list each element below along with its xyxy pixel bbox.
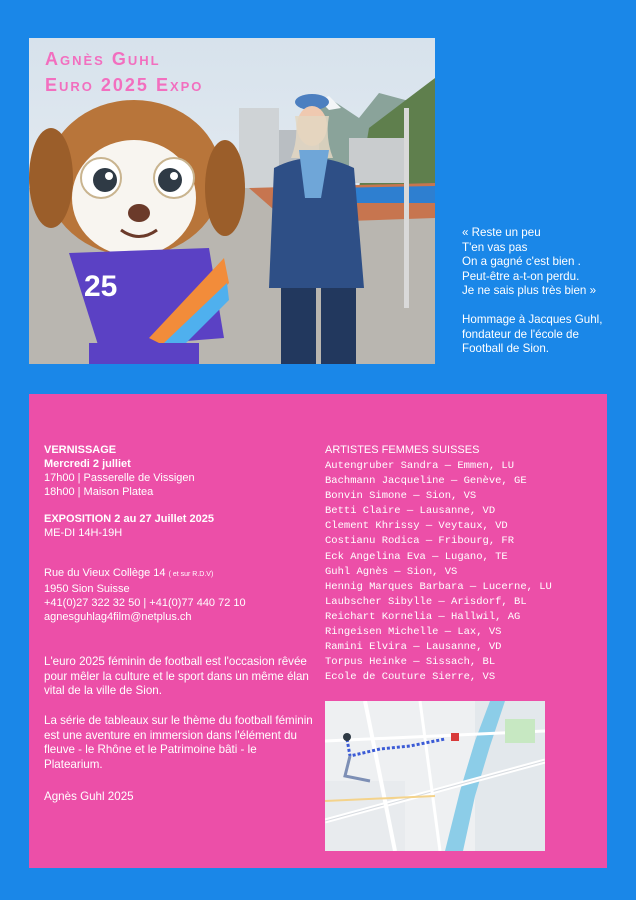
vernissage-slot: 18h00 | Maison Platea	[44, 486, 154, 498]
artist-row: Clement Khrissy — Veytaux, VD	[325, 520, 508, 533]
location-map[interactable]	[325, 701, 545, 851]
vernissage-date: Mercredi 2 julliet	[44, 458, 131, 470]
artist-row: Costianu Rodica — Fribourg, FR	[325, 535, 515, 548]
address-note: ( et sur R.D.V)	[168, 571, 214, 578]
info-panel	[29, 394, 607, 868]
photo-title	[45, 46, 203, 98]
address-city: 1950 Sion Suisse	[44, 583, 130, 595]
artist-row: Torpus Heinke — Sissach, BL	[325, 656, 496, 669]
photo-title-line1: Agnès Guhl	[45, 49, 161, 69]
artist-row: Ramini Elvira — Lausanne, VD	[325, 641, 502, 654]
artist-row: Bachmann Jacqueline — Genève, GE	[325, 475, 527, 488]
opening-hours: ME-DI 14H-19H	[44, 527, 123, 539]
address-line	[44, 566, 324, 582]
poem-line: Peut-être a-t-on perdu.	[462, 269, 580, 283]
artist-row: Ecole de Couture Sierre, VS	[325, 671, 496, 684]
exposition-label: EXPOSITION 2 au 27 Juillet 2025	[44, 513, 214, 525]
photo-title-line2: Euro 2025 Expo	[45, 75, 204, 95]
description-paragraph-2: La série de tableaux sur le thème du football féminin est une aventure en immersion dans l'élément du fleuve - le Rhône et le Patrimoine bâti - le Platearium.	[44, 714, 313, 771]
description-paragraph-1: L'euro 2025 féminin de football est l'occasion rêvée pour mêler la culture et le sport dans un même élan vital de la ville de Sion.	[44, 655, 309, 698]
vernissage-label: VERNISSAGE	[44, 444, 117, 456]
phone-numbers[interactable]: +41(0)27 322 32 50 | +41(0)77 440 72 10	[44, 597, 246, 609]
tribute-line: Football de Sion.	[462, 342, 550, 356]
signature: Agnès Guhl 2025	[44, 790, 134, 803]
tribute-line: Hommage à Jacques Guhl,	[462, 312, 603, 326]
artist-row: Bonvin Simone — Sion, VS	[325, 490, 477, 503]
mascot-number: 25	[84, 270, 118, 303]
poem-line: Je ne sais plus très bien »	[462, 284, 597, 298]
tribute-line: fondateur de l'école de	[462, 327, 579, 341]
map-illustration	[325, 701, 545, 851]
address-street: Rue du Vieux Collège 14	[44, 567, 166, 579]
email-link[interactable]: agnesguhlag4film@netplus.ch	[44, 611, 192, 623]
artist-row: Guhl Agnès — Sion, VS	[325, 565, 458, 578]
artist-row: Ringeisen Michelle — Lax, VS	[325, 626, 502, 639]
artist-row: Eck Angelina Eva — Lugano, TE	[325, 550, 508, 563]
poem-line: T'en vas pas	[462, 240, 528, 254]
artist-row: Reichart Kornelia — Hallwil, AG	[325, 610, 521, 623]
poem-line: On a gagné c'est bien .	[462, 255, 581, 269]
event-info	[44, 443, 324, 624]
vernissage-slot: 17h00 | Passerelle de Vissigen	[44, 472, 195, 484]
artist-row: Laubscher Sibylle — Arisdorf, BL	[325, 595, 527, 608]
artist-row: Hennig Marques Barbara — Lucerne, LU	[325, 580, 552, 593]
poem-line: « Reste un peu	[462, 226, 541, 239]
artist-row: Betti Claire — Lausanne, VD	[325, 505, 496, 518]
artist-row: Autengruber Sandra — Emmen, LU	[325, 460, 515, 472]
hero-photo	[29, 38, 435, 364]
artists-list	[325, 443, 605, 685]
artists-header: ARTISTES FEMMES SUISSES	[325, 444, 480, 456]
poem-block	[462, 226, 632, 357]
